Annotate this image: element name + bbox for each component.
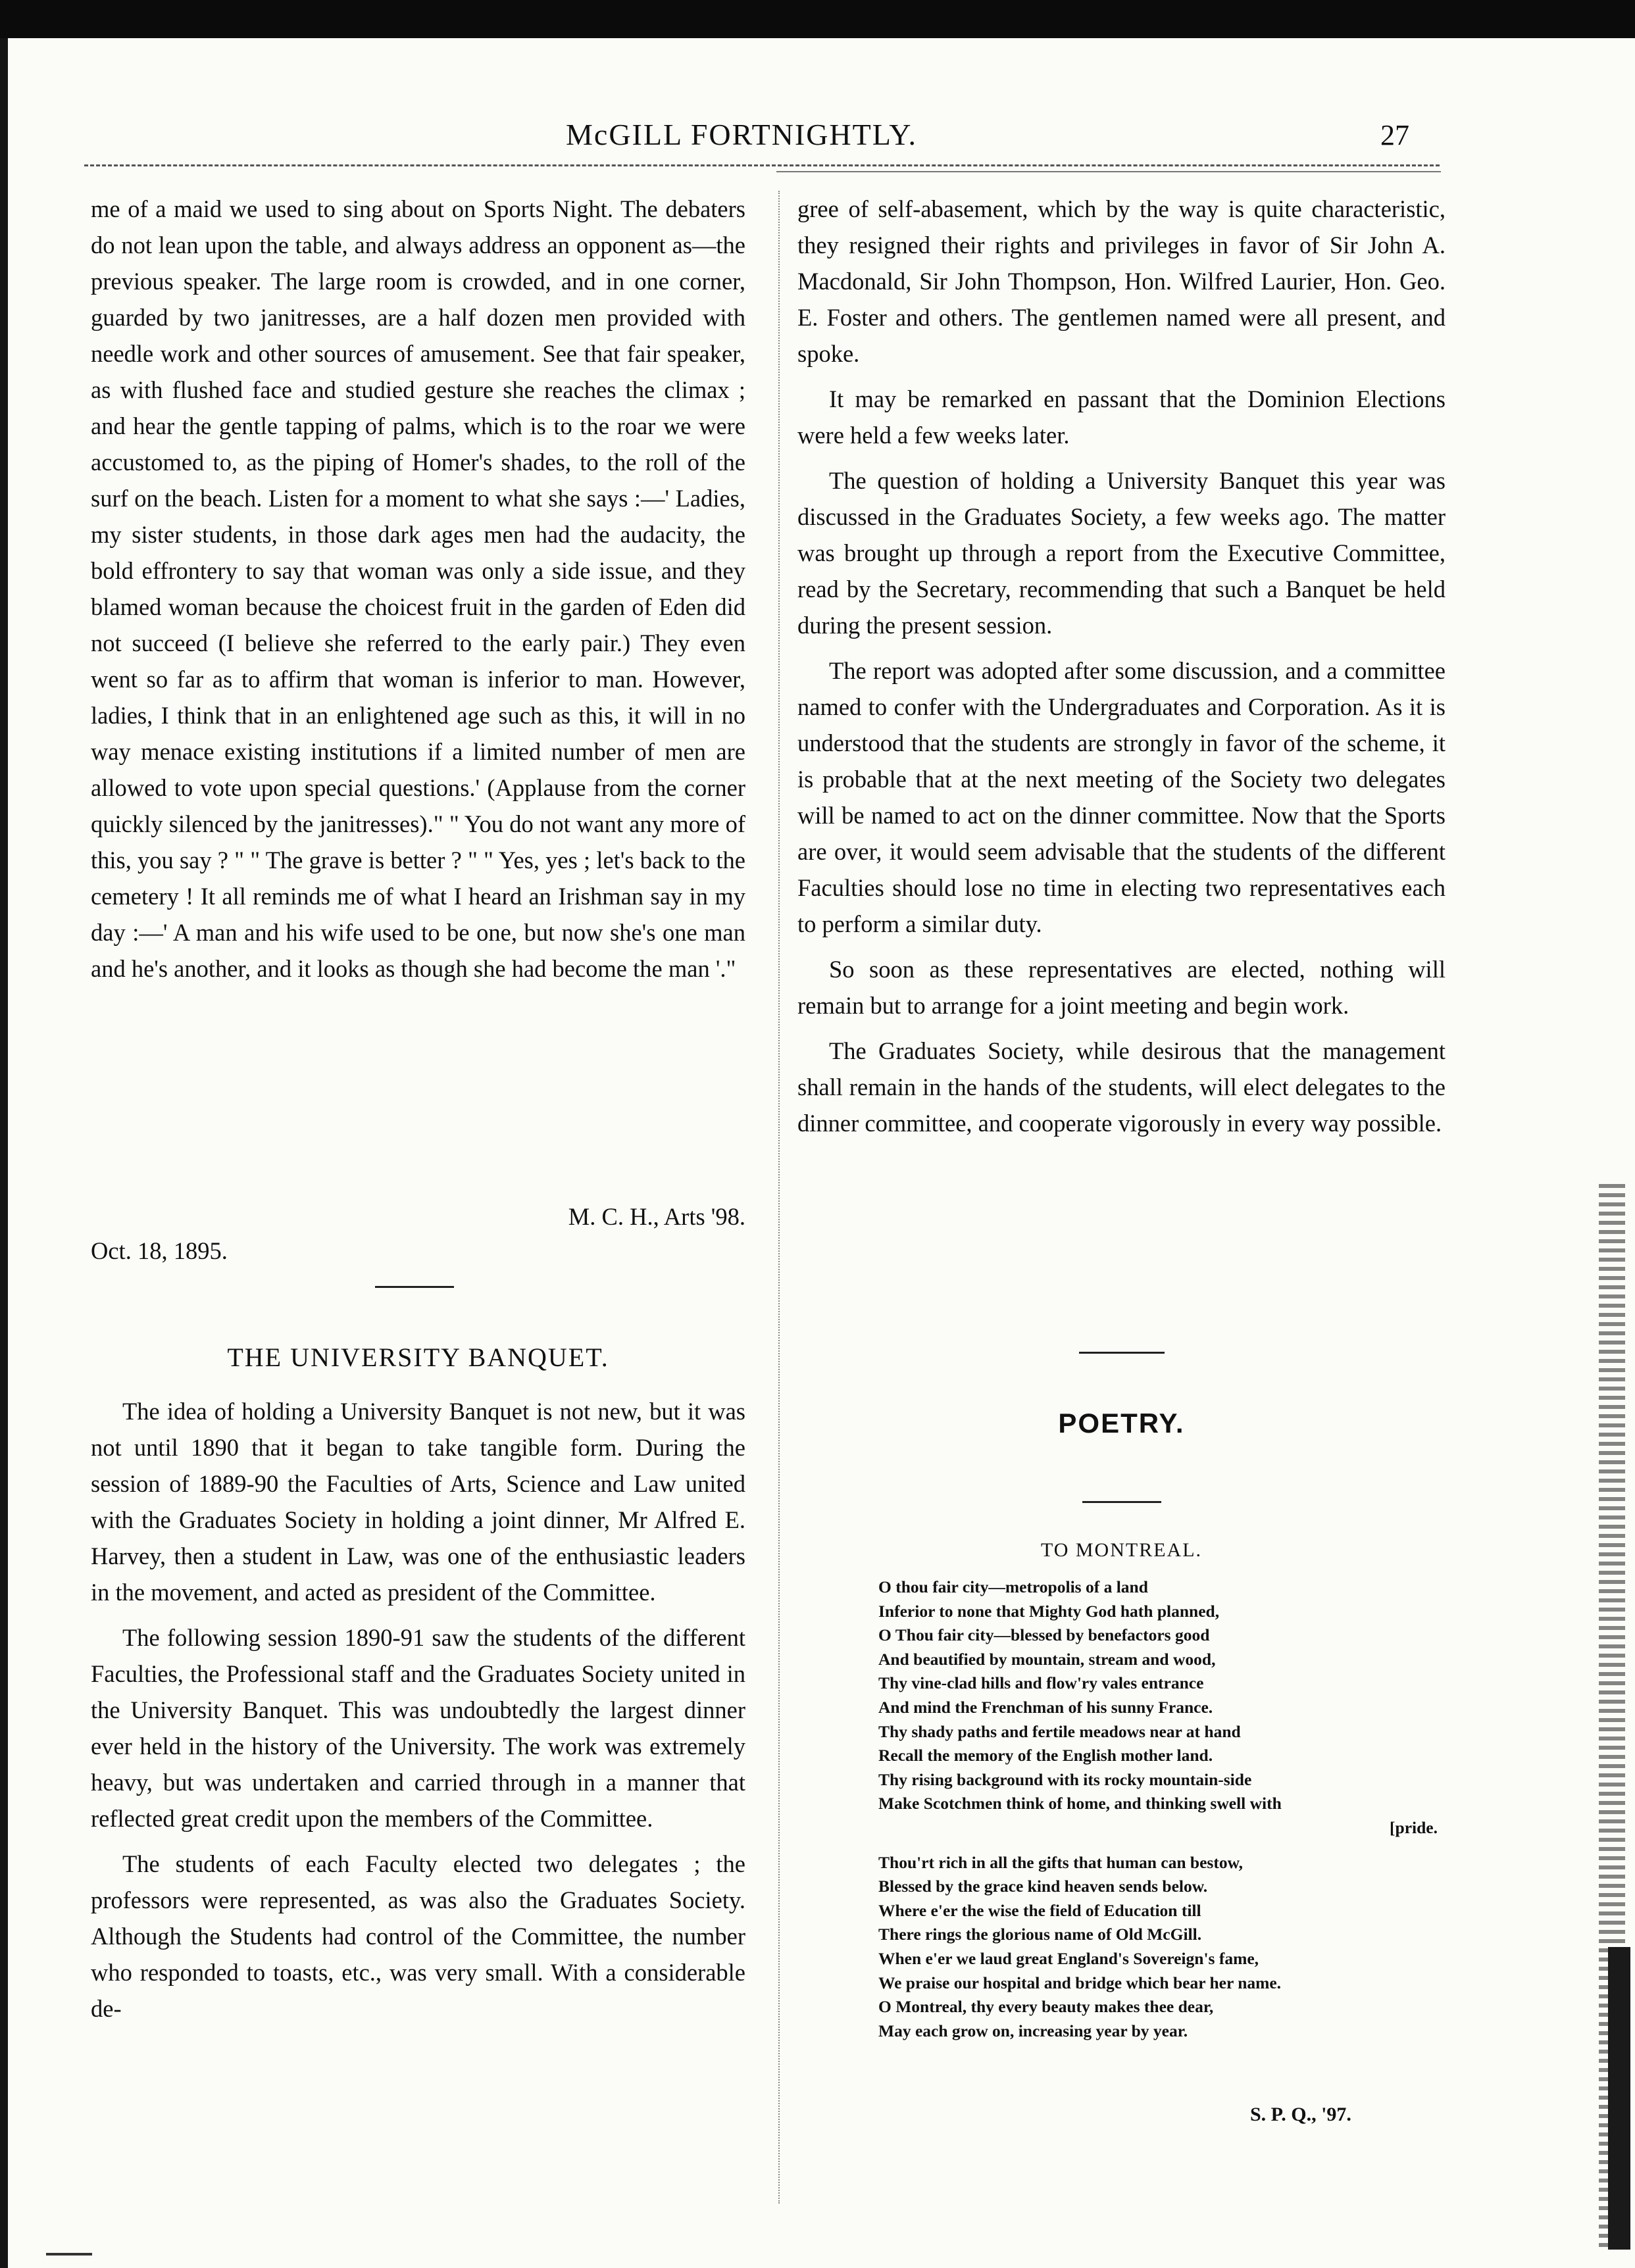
continued-article: [91, 191, 745, 996]
banquet-paragraph: The students of each Faculty elected two delegates ; the professors were represented, as was also the Graduates Society. Although the Students had control of the Committee, the number who responded to toasts, etc., was very small. With a considerable de-: [91, 1850, 745, 2022]
poem-line: O Thou fair city—blessed by benefactors good: [878, 1625, 1210, 1645]
poem-line: O thou fair city—metropolis of a land: [878, 1577, 1148, 1596]
poem-body: [878, 1575, 1444, 2054]
section-rule: [1079, 1352, 1165, 1354]
author-signature: M. C. H., Arts '98.: [568, 1203, 745, 1230]
poem-title: TO MONTREAL.: [1040, 1539, 1203, 1561]
poem-line: O Montreal, thy every beauty makes thee dear,: [878, 1997, 1214, 2017]
banquet-heading: THE UNIVERSITY BANQUET.: [227, 1343, 609, 1372]
header-rule-right: [776, 171, 1441, 172]
poem-line: Blessed by the grace kind heaven sends below.: [878, 1877, 1208, 1896]
poem-line: Thy shady paths and fertile meadows near at hand: [878, 1721, 1241, 1741]
banquet-article-body: [91, 1393, 745, 2036]
poem-line: We praise our hospital and bridge which bear her name.: [878, 1973, 1282, 1992]
poem-line: Recall the memory of the English mother land.: [878, 1746, 1213, 1765]
poem-line: There rings the glorious name of Old McGill.: [878, 1925, 1202, 1944]
banquet-paragraph: The Graduates Society, while desirous that the management shall remain in the hands of the students, will elect delegates to the dinner committee, and cooperate vigorously in every way possible.: [797, 1037, 1446, 1137]
scan-left-border: [0, 38, 8, 2268]
banquet-paragraph: The question of holding a University Banquet this year was discussed in the Graduates Society, a few weeks ago. The matter was brought up through a report from the Executive Committee, read by the Secretary, recommending that such a Banquet be held during the present session.: [797, 467, 1446, 639]
scan-top-border: [0, 0, 1635, 38]
poem-line: Inferior to none that Mighty God hath planned,: [878, 1601, 1220, 1621]
poem-line-continuation: [pride.: [1390, 1817, 1438, 1837]
header-rule: [84, 164, 1440, 166]
column-divider: [778, 191, 780, 2204]
poem-line: Make Scotchmen think of home, and thinking swell with: [878, 1794, 1282, 1813]
poetry-rule: [1082, 1501, 1161, 1503]
poem-stanza: [878, 1851, 1444, 2044]
poem-line: And mind the Frenchman of his sunny France.: [878, 1697, 1213, 1717]
poem-line: Thou'rt rich in all the gifts that human can bestow,: [878, 1852, 1243, 1872]
banquet-paragraph: The idea of holding a University Banquet is not new, but it was not until 1890 that it began to take tangible form. During the session of 1889-90 the Faculties of Arts, Science and Law united with the Graduates Society in holding a joint dinner, Mr Alfred E. Harvey, then a student in Law, was one of the enthusiastic leaders in the movement, and acted as president of the Committee.: [91, 1398, 745, 1606]
running-head: [0, 117, 1635, 163]
article-date: Oct. 18, 1895.: [91, 1237, 228, 1264]
scan-corner-mark: [46, 2253, 92, 2256]
continued-article-paragraph: me of a maid we used to sing about on Sports Night. The debaters do not lean upon the table, and always address an opponent as—the previous speaker. The large room is crowded, and in one corner, guarded by two janitresses, are a half dozen men provided with needle work and other sources of amusement. See that fair speaker, as with flushed face and studied gesture she reaches the climax ; and hear the gentle tapping of palms, which is to the roar we were accustomed to, as the piping of Homer's shades, to the roll of the surf on the beach. Listen for a moment to what she says :—' Ladies, my sister students, in those dark ages men had the audacity, the bold effrontery to say that woman was only a side issue, and they blamed woman because the choicest fruit in the garden of Eden did not succeed (I believe she referred to the early pair.) They even went so far as to affirm that woman is inferior to man. However, ladies, I think that in an enlightened age such as this, it will in no way menace existing institutions if a limited number of men are allowed to vote upon special questions.' (Applause from the corner quickly silenced by the janitresses)." " You do not want any more of this, you say ? " " The grave is better ? " " Yes, yes ; let's back to the cemetery ! It all reminds me of what I heard an Irishman say in my day :—' A man and his wife used to be one, but now she's one man and he's another, and it looks as though she had become the man '.": [91, 195, 745, 982]
poem-line: Thy vine-clad hills and flow'ry vales entrance: [878, 1673, 1204, 1693]
page-number: 27: [1380, 119, 1409, 151]
poem-line: And beautified by mountain, stream and wood,: [878, 1649, 1216, 1669]
banquet-article-continued: [797, 191, 1446, 1150]
banquet-paragraph: gree of self-abasement, which by the way is quite characteristic, they resigned their rights and privileges in favor of Sir John A. Macdonald, Sir John Thompson, Hon. Wilfred Laurier, Hon. Geo. E. Foster and others. The gentlemen named were all present, and spoke.: [797, 195, 1446, 367]
poem-signature: S. P. Q., '97.: [1250, 2104, 1351, 2125]
publication-title: McGILL FORTNIGHTLY.: [566, 118, 918, 151]
scan-right-edge-shadow: [1608, 1947, 1630, 2250]
banquet-paragraph: It may be remarked en passant that the Dominion Elections were held a few weeks later.: [797, 385, 1446, 449]
poem-line: May each grow on, increasing year by year.: [878, 2021, 1188, 2040]
article-end-rule: [375, 1286, 454, 1288]
poetry-heading: POETRY.: [1058, 1408, 1185, 1439]
poem-line: When e'er we laud great England's Sovereign's fame,: [878, 1948, 1259, 1968]
poem-stanza: [878, 1575, 1444, 1840]
poem-line: Thy rising background with its rocky mountain-side: [878, 1769, 1252, 1789]
banquet-paragraph: The report was adopted after some discussion, and a committee named to confer with the Undergraduates and Corporation. As it is understood that the students are strongly in favor of the scheme, it is probable that at the next meeting of the Society two delegates will be named to act on the dinner committee. Now that the Sports are over, it would seem advisable that the students of the different Faculties should lose no time in electing two representatives each to perform a similar duty.: [797, 657, 1446, 937]
banquet-paragraph: The following session 1890-91 saw the students of the different Faculties, the Professional staff and the Graduates Society united in the University Banquet. This was undoubtedly the largest dinner ever held in the history of the University. The work was extremely heavy, but was undertaken and carried through in a manner that reflected great credit upon the members of the Committee.: [91, 1624, 745, 1832]
poem-line: Where e'er the wise the field of Education till: [878, 1900, 1201, 1920]
banquet-paragraph: So soon as these representatives are elected, nothing will remain but to arrange for a joint meeting and begin work.: [797, 956, 1446, 1019]
